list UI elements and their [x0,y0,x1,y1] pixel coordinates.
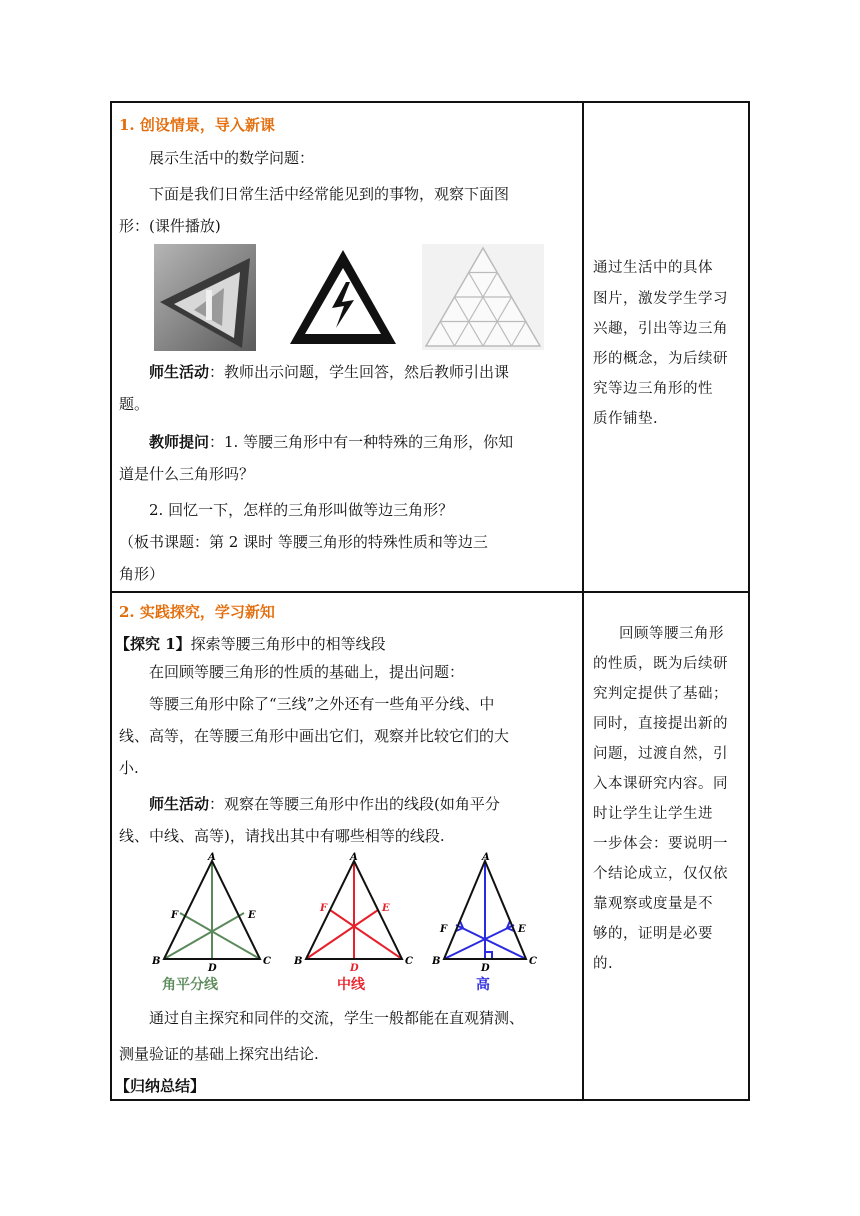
side-note: 问题，过渡自然，引 [593,746,728,762]
side-note: 同时，直接提出新的 [593,716,728,732]
side-note: 通过生活中的具体 [593,260,713,276]
column-divider [582,103,584,1099]
side-note: 够的，证明是必要 [593,926,713,942]
section2-heading: 2. 实践探究，学习新知 [119,603,275,621]
teacher-activity-line: 师生活动：教师出示问题，学生回答，然后教师引出课 [149,363,510,381]
text-line: 等腰三角形中除了“三线”之外还有一些角平分线、中 [149,695,495,713]
median-figure [294,851,414,971]
text-line: 通过自主探究和同伴的交流，学生一般都能在直观猜测、 [149,1009,525,1027]
text-line: 小. [119,759,139,777]
point-a-label: A [208,852,216,863]
point-f-label: F [440,924,448,935]
side-note: 入本课研究内容。同 [593,776,728,792]
figure-label-median: 中线 [337,977,365,993]
point-b-label: B [294,956,303,967]
point-a-label: A [350,852,358,863]
text-line: 道是什么三角形吗？ [119,465,255,483]
text-line: 测量验证的基础上探究出结论. [119,1045,319,1063]
explore-line: 【探究 1】探索等腰三角形中的相等线段 [115,635,386,653]
angle-bisector-figure [152,851,272,971]
side-note: 回顾等腰三角形 [619,626,724,642]
point-b-label: B [432,956,441,967]
lesson-table [110,101,750,1101]
side-note: 究判定提供了基础； [593,686,728,702]
side-note: 一步体会：要说明一 [593,836,728,852]
text-line: 在回顾等腰三角形的性质的基础上，提出问题： [149,663,465,681]
side-note: 的. [593,956,614,972]
text-line: 题。 [119,395,150,413]
activity-label: 师生活动 [149,363,210,381]
point-e-label: E [518,924,526,935]
text-line: 形：(课件播放) [119,217,221,235]
side-note: 形的概念，为后续研 [593,351,728,367]
point-f-label: F [171,910,179,921]
triangle-photo-image [154,244,256,351]
side-note: 图片，激发学生学习 [593,291,728,307]
point-c-label: C [263,956,271,967]
text-line: 角形） [119,565,165,583]
teacher-activity-line: 师生活动：观察在等腰三角形中作出的线段(如角平分 [149,795,500,813]
side-note: 究等边三角形的性 [593,381,713,397]
question-label: 教师提问 [149,433,210,451]
warning-triangle-image [284,244,402,350]
text-line: 2. 回忆一下，怎样的三角形叫做等边三角形？ [149,501,454,519]
point-f-label: F [320,903,328,914]
point-e-label: E [248,910,256,921]
side-note: 质作铺垫. [593,411,659,427]
point-d-label: D [208,963,217,971]
point-c-label: C [405,956,413,967]
teacher-question-line: 教师提问：1. 等腰三角形中有一种特殊的三角形，你知 [149,433,514,451]
point-d-label: D [481,963,490,971]
side-note: 时让学生让学生进 [593,806,713,822]
text-line: 展示生活中的数学问题： [149,149,315,167]
summary-heading: 【归纳总结】 [115,1077,206,1095]
point-d-label: D [350,963,359,971]
text-line: 线、中线、高等)，请找出其中有哪些相等的线段. [119,827,445,845]
figure-label-bisector: 角平分线 [162,977,218,993]
side-note: 靠观察或度量是不 [593,896,713,912]
altitude-figure [432,851,552,971]
section1-heading: 1. 创设情景，导入新课 [119,116,275,134]
point-b-label: B [152,956,161,967]
figure-label-altitude: 高 [476,977,490,993]
text-line: 线、高等，在等腰三角形中画出它们，观察并比较它们的大 [119,727,510,745]
point-e-label: E [382,903,390,914]
point-a-label: A [482,852,490,863]
text-line: 下面是我们日常生活中经常能见到的事物，观察下面图 [149,185,510,203]
point-c-label: C [529,956,537,967]
triangle-puzzle-image [422,244,544,350]
side-note: 的性质，既为后续研 [593,656,728,672]
side-note: 兴趣，引出等边三角 [593,321,728,337]
row-divider [112,591,748,593]
side-note: 个结论成立，仅仅依 [593,866,728,882]
board-title-line: （板书课题：第 2 课时 等腰三角形的特殊性质和等边三 [119,533,488,551]
